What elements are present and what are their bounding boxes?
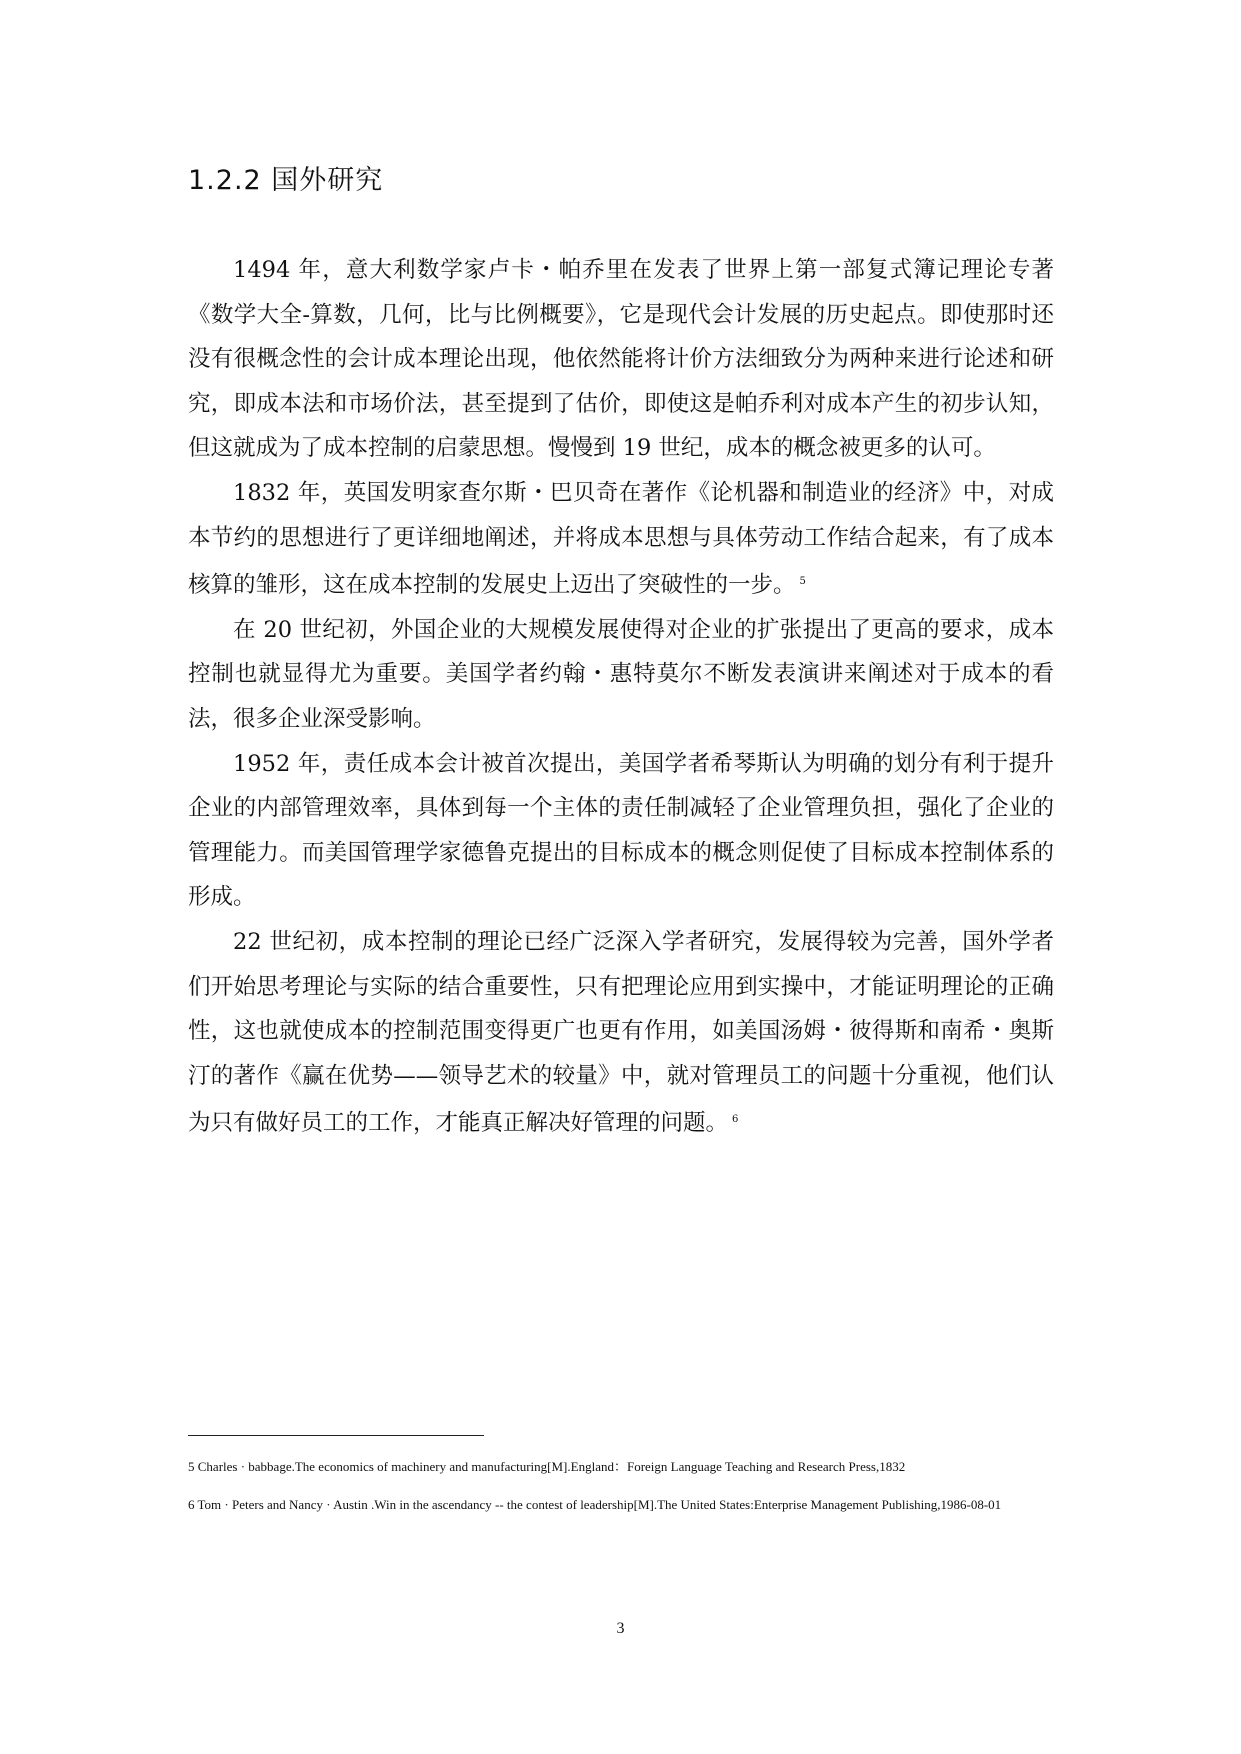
footnote: 6 Tom · Peters and Nancy · Austin .Win in the ascendancy -- the contest of leadership[M].The United States:Enterprise Management Publishing,1986-08-01 <box>188 1497 1002 1512</box>
page-number: 3 <box>616 1620 625 1637</box>
paragraph-text: 1832 年，英国发明家查尔斯・巴贝奇在著作《论机器和制造业的经济》中，对成本节约的思想进行了更详细地阐述，并将成本思想与具体劳动工作结合起来，有了成本核算的雏形，这在成本控制的发展史上迈出了突破性的一步。 <box>188 479 1054 599</box>
paragraph-text: 在 20 世纪初，外国企业的大规模发展使得对企业的扩张提出了更高的要求，成本控制也就显得尤为重要。美国学者约翰・惠特莫尔不断发表演讲来阐述对于成本的看法，很多企业深受影响。 <box>188 616 1054 732</box>
paragraph-text: 22 世纪初，成本控制的理论已经广泛深入学者研究，发展得较为完善，国外学者们开始思考理论与实际的结合重要性，只有把理论应用到实操中，才能证明理论的正确性，这也就使成本的控制范围变得更广也更有作用，如美国汤姆・彼得斯和南希・奥斯汀的著作《赢在优势——领导艺术的较量》中，就对管理员工的问题十分重视，他们认为只有做好员工的工作，才能真正解决好管理的问题。 <box>188 928 1054 1137</box>
footnote: 5 Charles · babbage.The economics of machinery and manufacturing[M].England：Foreign Language Teaching and Research Press,1832 <box>188 1459 906 1474</box>
footnote-ref: 6 <box>732 1114 739 1126</box>
footnotes <box>188 1452 1054 1528</box>
paragraph <box>188 920 1054 1146</box>
footnote-separator <box>188 1435 484 1436</box>
paragraph-text: 1952 年，责任成本会计被首次提出，美国学者希琴斯认为明确的划分有利于提升企业的内部管理效率，具体到每一个主体的责任制减轻了企业管理负担，强化了企业的管理能力。而美国管理学家德鲁克提出的目标成本的概念则促使了目标成本控制体系的形成。 <box>188 750 1054 911</box>
paragraph <box>188 471 1054 608</box>
footnote-ref: 5 <box>799 576 806 588</box>
paragraph <box>188 742 1054 920</box>
body-text <box>188 248 1054 1146</box>
paragraph <box>188 608 1054 742</box>
section-heading: 1.2.2 国外研究 <box>188 165 384 196</box>
paragraph-text: 1494 年，意大利数学家卢卡・帕乔里在发表了世界上第一部复式簿记理论专著《数学大全-算数，几何，比与比例概要》，它是现代会计发展的历史起点。即使那时还没有很概念性的会计成本理论出现，他依然能将计价方法细致分为两种来进行论述和研究，即成本法和市场价法，甚至提到了估价，即使这是帕乔利对成本产生的初步认知，但这就成为了成本控制的启蒙思想。慢慢到 19 世纪，成本的概念被更多的认可。 <box>188 257 1054 462</box>
paragraph <box>188 248 1054 471</box>
